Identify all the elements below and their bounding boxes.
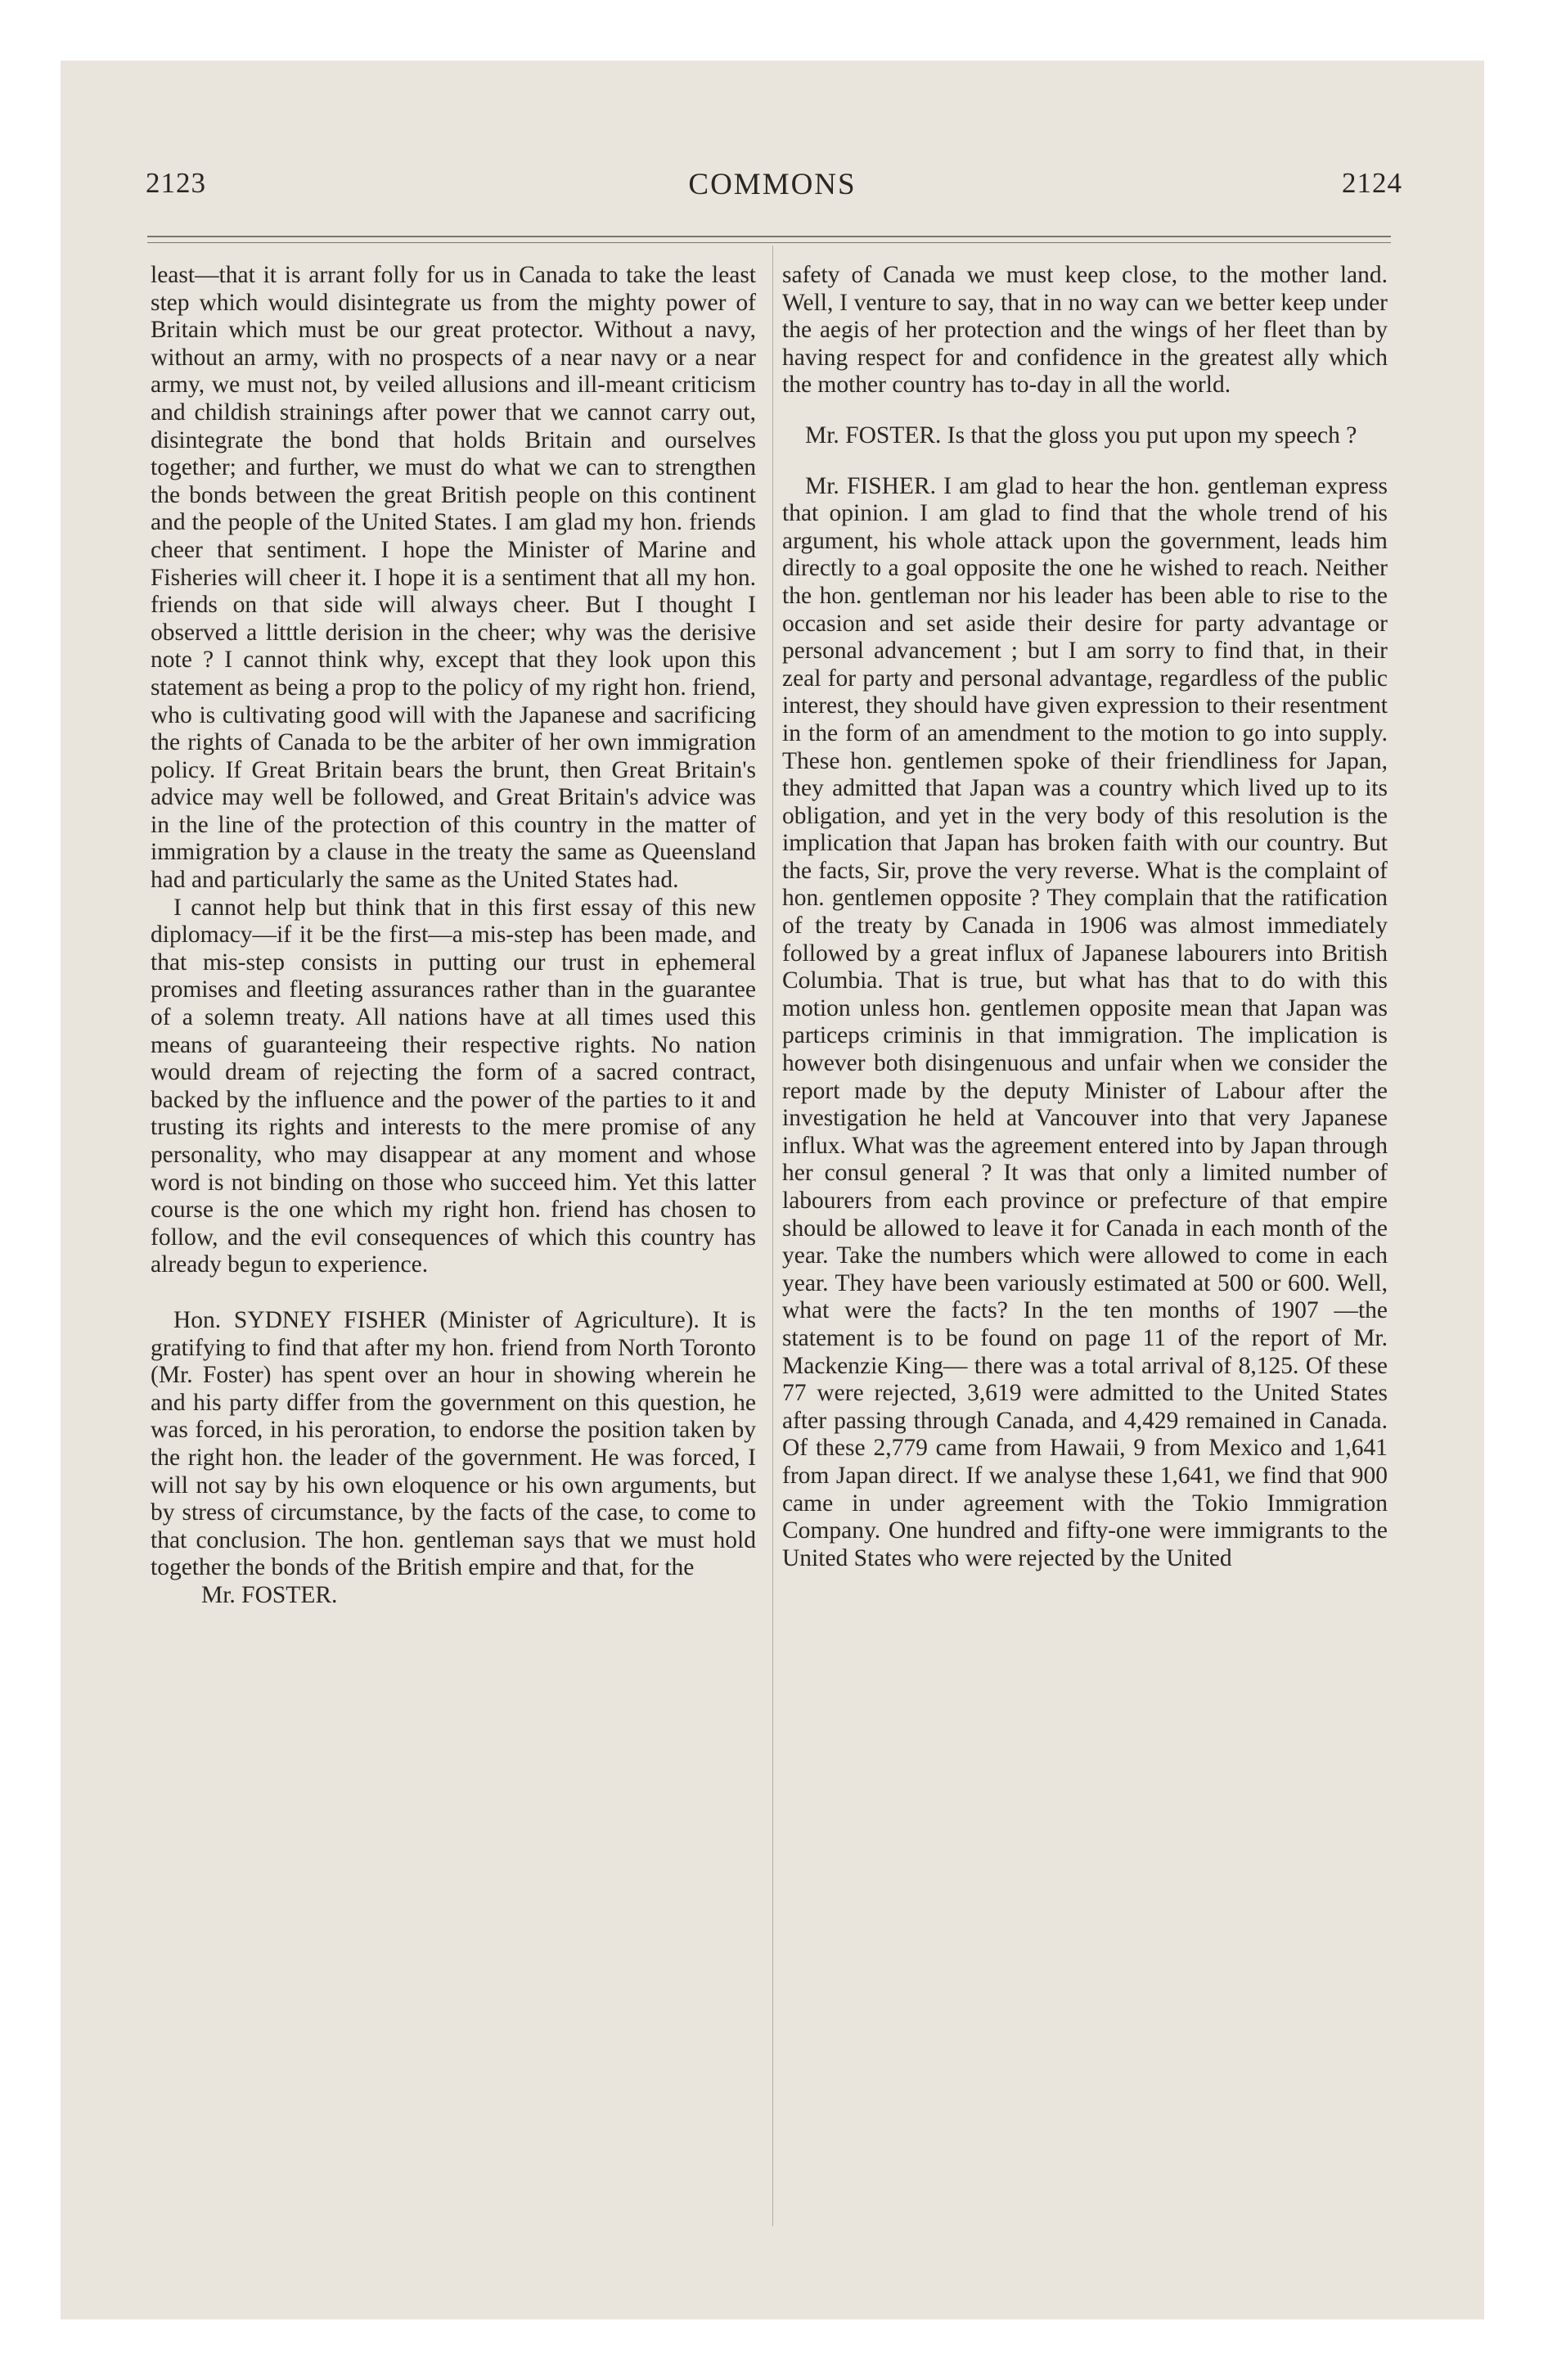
paragraph: safety of Canada we must keep close, to the mother land. Well, I venture to say, that in no way can we better keep under the aegis of her protection and the wings of her fleet than by having respect for and confidence in the greatest ally which the mother country has to-day in all the world. bbox=[782, 262, 1388, 399]
column-divider bbox=[772, 246, 773, 2226]
right-column bbox=[782, 262, 1388, 1572]
paragraph: I cannot help but think that in this first essay of this new diplomacy—if it be the first—a mis-step has been made, and that mis-step consists in putting our trust in ephemeral promises and fleeting assurances rather than in the guarantee of a solemn treaty. All nations have at all times used this means of guaranteeing their respective rights. No nation would dream of rejecting the form of a sacred contract, backed by the influence and the power of the parties to it and trusting its rights and interests to the mere promise of any personality, who may disappear at any moment and whose word is not binding on those who succeed him. Yet this latter course is the one which my right hon. friend has chosen to follow, and the evil consequences of which this country has already begun to experience. bbox=[151, 894, 756, 1278]
paragraph: least—that it is arrant folly for us in Canada to take the least step which would disintegrate us from the mighty power of Britain which must be our great protector. Without a navy, without an army, with no prospects of a near navy or a near army, we must not, by veiled allusions and ill-meant criticism and childish strainings after power that we cannot carry out, disintegrate the bond that holds Britain and ourselves together; and further, we must do what we can to strengthen the bonds between the great British people on this continent and the people of the United States. I am glad my hon. friends cheer that sentiment. I hope the Minister of Marine and Fisheries will cheer it. I hope it is a sentiment that all my hon. friends on that side will always cheer. But I thought I observed a litttle derision in the cheer; why was the derisive note ? I cannot think why, except that they look upon this statement as being a prop to the policy of my right hon. friend, who is cultivating good will with the Japanese and sacrificing the rights of Canada to be the arbiter of her own immigration policy. If Great Britain bears the brunt, then Great Britain's advice may well be followed, and Great Britain's advice was in the line of the protection of this country in the matter of immigration by a clause in the treaty the same as Queensland had and particularly the same as the United States had. bbox=[151, 262, 756, 894]
speech-fisher: Hon. SYDNEY FISHER (Minister of Agriculture). It is gratifying to find that after my hon. friend from North Toronto (Mr. Foster) has spent over an hour in showing wherein he and his party differ from the government on this question, he was forced, in his peroration, to endorse the position taken by the right hon. the leader of the government. He was forced, I will not say by his own eloquence or his own arguments, but by stress of circumstance, by the facts of the case, to come to that conclusion. The hon. gentleman says that we must hold together the bonds of the British empire and that, for the bbox=[151, 1306, 756, 1581]
scanned-page bbox=[61, 61, 1484, 2319]
header-rule bbox=[147, 236, 1391, 237]
page-header bbox=[61, 167, 1484, 216]
page-number-right: 2124 bbox=[1342, 167, 1402, 199]
running-head: COMMONS bbox=[688, 168, 857, 201]
left-column bbox=[151, 262, 756, 1610]
header-rule-thin bbox=[147, 242, 1391, 243]
interjection-footer: Mr. FOSTER. bbox=[201, 1581, 338, 1608]
speech-fisher-reply: Mr. FISHER. I am glad to hear the hon. gentleman express that opinion. I am glad to find that the whole trend of his argument, his whole attack upon the government, leads him directly to a goal opposite the one he wished to reach. Neither the hon. gentleman nor his leader has been able to rise to the occasion and set aside their desire for party advantage or personal advancement ; but I am sorry to find that, in their zeal for party and personal advantage, regardless of the public interest, they should have given expression to their resentment in the form of an amendment to the motion to go into supply. These hon. gentlemen spoke of their friendliness for Japan, they admitted that Japan was a country which lived up to its obligation, and yet in the very body of this resolution is the implication that Japan has broken faith with our country. But the facts, Sir, prove the very reverse. What is the complaint of hon. gentlemen opposite ? They complain that the ratification of the treaty by Canada in 1906 was almost immediately followed by a great influx of Japanese labourers into British Columbia. That is true, but what has that to do with this motion unless hon. gentlemen opposite mean that Japan was particeps criminis in that immigration. The implication is however both disingenuous and unfair when we consider the report made by the deputy Minister of Labour after the investigation he held at Vancouver into that very Japanese influx. What was the agreement entered into by Japan through her consul general ? It was that only a limited number of labourers from each province or prefecture of that empire should be allowed to leave it for Canada in each month of the year. Take the numbers which were allowed to come in each year. They have been variously estimated at 500 or 600. Well, what were the facts? In the ten months of 1907 —the statement is to be found on page 11 of the report of Mr. Mackenzie King— there was a total arrival of 8,125. Of these 77 were rejected, 3,619 were admitted to the United States after passing through Canada, and 4,429 remained in Canada. Of these 2,779 came from Hawaii, 9 from Mexico and 1,641 from Japan direct. If we analyse these 1,641, we find that 900 came in under agreement with the Tokio Immigration Company. One hundred and fifty-one were immigrants to the United States who were rejected by the United bbox=[782, 472, 1388, 1571]
page-number-left: 2123 bbox=[146, 167, 206, 199]
speech-foster: Mr. FOSTER. Is that the gloss you put upon my speech ? bbox=[805, 421, 1357, 449]
